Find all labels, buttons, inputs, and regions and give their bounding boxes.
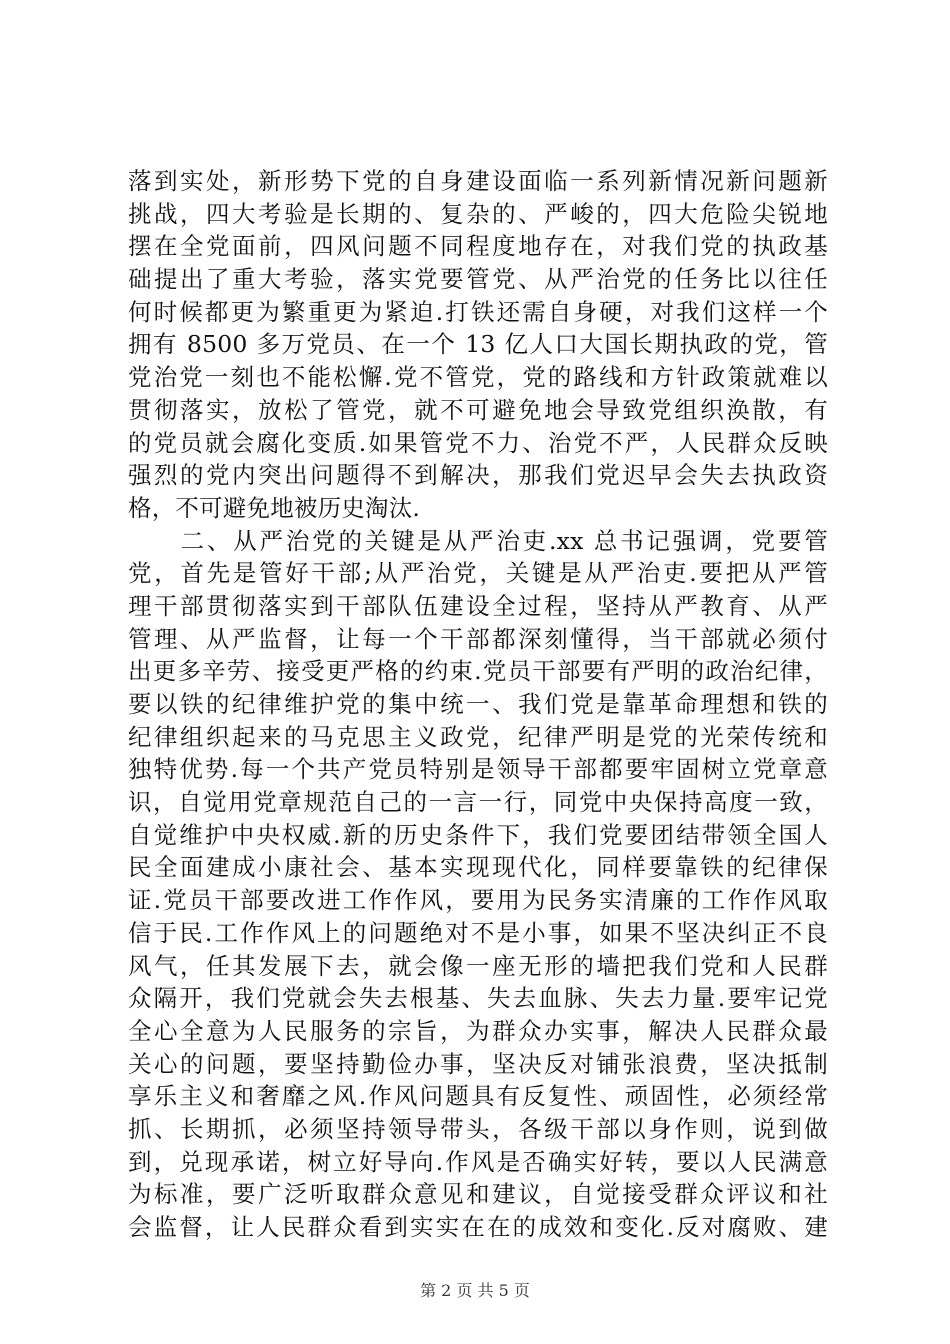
text-line: 落到实处，新形势下党的自身建设面临一系列新情况新问题新 [128, 167, 828, 195]
text-line: 要以铁的纪律维护党的集中统一、我们党是靠革命理想和铁的 [128, 690, 828, 718]
text-line: 摆在全党面前，四风问题不同程度地存在，对我们党的执政基 [128, 232, 828, 261]
text-line: 众隔开，我们党就会失去根基、失去血脉、失去力量.要牢记党 [128, 984, 828, 1013]
text-line: 的党员就会腐化变质.如果管党不力、治党不严，人民群众反映 [128, 428, 828, 457]
text-line: 全心全意为人民服务的宗旨，为群众办实事，解决人民群众最 [128, 1016, 828, 1045]
text-line: 证.党员干部要改进工作作风，要用为民务实清廉的工作作风取 [128, 886, 828, 915]
text-line: 格，不可避免地被历史淘汰. [128, 493, 421, 522]
text-line: 二、从严治党的关键是从严治吏.xx 总书记强调，党要管 [128, 526, 828, 555]
text-line: 理干部贯彻落实到干部队伍建设全过程，坚持从严教育、从严 [128, 591, 828, 620]
text-line: 信于民.工作作风上的问题绝对不是小事，如果不坚决纠正不良 [128, 918, 828, 947]
text-line: 识，自觉用党章规范自己的一言一行，同党中央保持高度一致， [128, 788, 828, 817]
text-line: 到，兑现承诺，树立好导向.作风是否确实好转，要以人民满意 [128, 1147, 828, 1176]
text-line: 抓、长期抓，必须坚持领导带头，各级干部以身作则，说到做 [128, 1114, 828, 1143]
document-body [128, 165, 828, 1244]
text-line: 独特优势.每一个共产党员特别是领导干部都要牢固树立党章意 [128, 755, 828, 784]
page-footer: 第 2 页 共 5 页 [420, 1281, 530, 1300]
text-line: 会监督，让人民群众看到实实在在的成效和变化.反对腐败、建 [128, 1213, 828, 1241]
text-line: 享乐主义和奢靡之风.作风问题具有反复性、顽固性，必须经常 [128, 1082, 828, 1111]
text-line: 党，首先是管好干部;从严治党，关键是从严治吏.要把从严管 [128, 559, 828, 588]
text-line: 民全面建成小康社会、基本实现现代化，同样要靠铁的纪律保 [128, 853, 828, 882]
text-line: 拥有 8500 多万党员、在一个 13 亿人口大国长期执政的党，管 [128, 330, 828, 359]
text-line: 自觉维护中央权威.新的历史条件下，我们党要团结带领全国人 [128, 820, 828, 849]
text-line: 贯彻落实，放松了管党，就不可避免地会导致党组织涣散，有 [128, 395, 828, 424]
text-line: 何时候都更为繁重更为紧迫.打铁还需自身硬，对我们这样一个 [128, 297, 828, 326]
text-line: 础提出了重大考验，落实党要管党、从严治党的任务比以往任 [128, 265, 828, 294]
text-line: 纪律组织起来的马克思主义政党，纪律严明是党的光荣传统和 [128, 722, 828, 751]
text-line: 风气，任其发展下去，就会像一座无形的墙把我们党和人民群 [128, 951, 828, 980]
text-line: 关心的问题，要坚持勤俭办事，坚决反对铺张浪费，坚决抵制 [128, 1049, 828, 1078]
text-line: 党治党一刻也不能松懈.党不管党，党的路线和方针政策就难以 [128, 363, 828, 392]
text-line: 强烈的党内突出问题得不到解决，那我们党迟早会失去执政资 [128, 461, 828, 490]
text-line: 为标准，要广泛听取群众意见和建议，自觉接受群众评议和社 [128, 1180, 828, 1209]
text-line: 挑战，四大考验是长期的、复杂的、严峻的，四大危险尖锐地 [128, 199, 828, 228]
text-line: 出更多辛劳、接受更严格的约束.党员干部要有严明的政治纪律， [128, 657, 828, 686]
text-line: 管理、从严监督，让每一个干部都深刻懂得，当干部就必须付 [128, 624, 828, 653]
